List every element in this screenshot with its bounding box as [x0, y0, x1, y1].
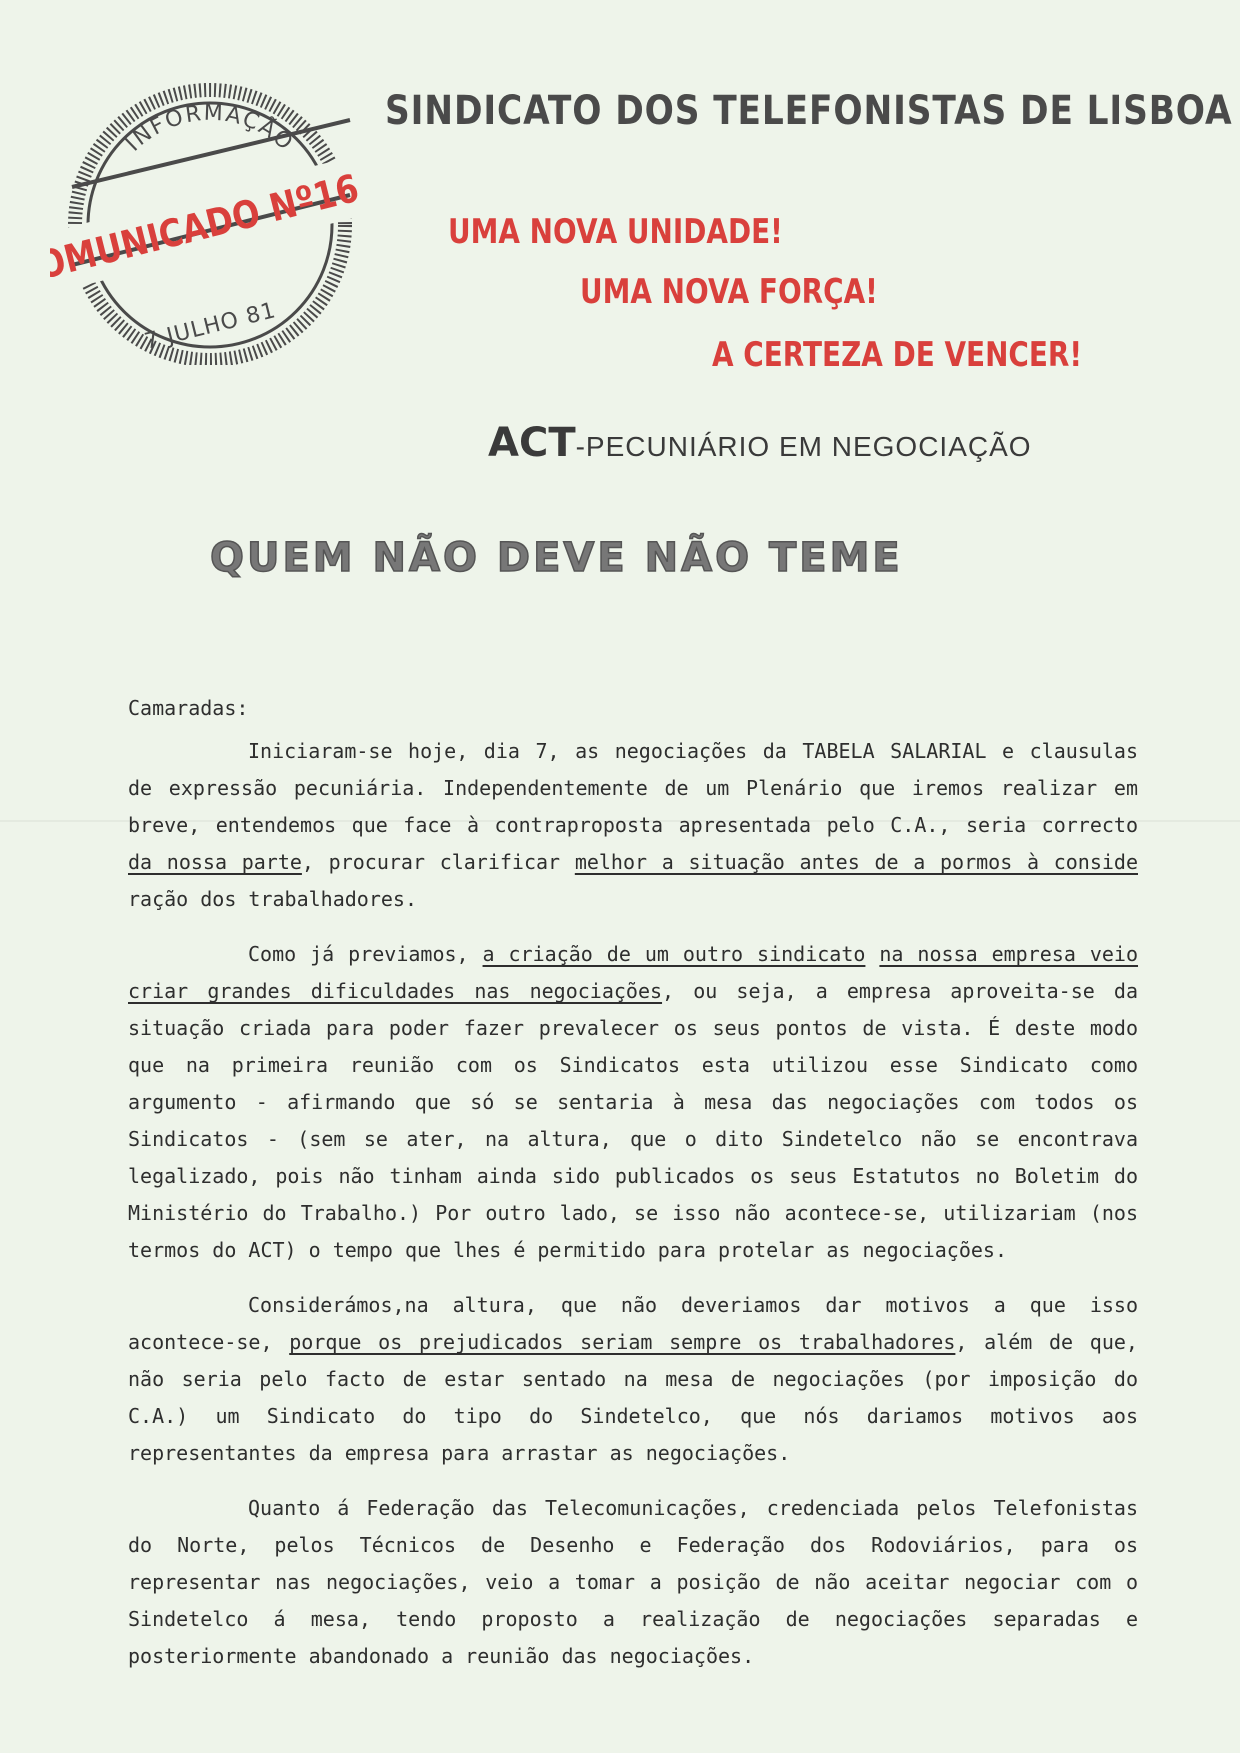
paragraph-1	[128, 733, 1138, 918]
p2-underline-1: a criação de um outro sindicato	[482, 942, 866, 966]
p1-text-b: , procurar clarificar	[301, 850, 575, 874]
union-title: SINDICATO DOS TELEFONISTAS DE LISBOA	[385, 88, 1233, 134]
p2-text-a: Como já previamos,	[248, 942, 483, 966]
slogan-line-3: A CERTEZA DE VENCER!	[712, 335, 1083, 375]
p2-text-c: , ou seja, a empresa aproveita-se da situação criada para poder fazer prevalecer os seus pontos de vista. É deste modo que na primeira reunião com os Sindicatos esta utilizou esse Sindicato como argumento - afirmando que só se sentaria à mesa das negociações com todos os Sindicatos - (sem se ater, na altura, que o dito Sindetelco não se encontrava legalizado, pois não tinham ainda sido publicados os seus Estatutos no Boletim do Ministério do Trabalho.) Por outro lado, se isso não acontece-se, utilizariam (nos termos do ACT) o tempo que lhes é permitido para protelar as negociações.	[128, 979, 1138, 1262]
paragraph-2	[128, 936, 1138, 1269]
p2-text-b	[865, 942, 879, 966]
subtitle-rest: -PECUNIÁRIO EM NEGOCIAÇÃO	[575, 431, 1032, 462]
slogan-line-2: UMA NOVA FORÇA!	[580, 272, 878, 312]
p3-text-b: , além de que, não seria pelo facto de estar sentado na mesa de negociações (por imposição do C.A.) um Sindicato do tipo do Sindetelco, que nós dariamos motivos aos representantes da empresa para arrastar as negociações.	[128, 1330, 1138, 1465]
stamp-graphic	[50, 75, 370, 365]
paragraph-4: Quanto á Federação das Telecomunicações, credenciada pelos Telefonistas do Norte, pelos Técnicos de Desenho e Federação dos Rodoviários, para os representar nas negociações, veio a tomar a posição de não aceitar negociar com o Sindetelco á mesa, tendo proposto a realização de negociações separadas e posteriormente abandonado a reunião das negociações.	[128, 1496, 1138, 1668]
p1-underline-1: da nossa parte	[128, 850, 302, 874]
subtitle-act: ACT	[488, 420, 576, 466]
stamp-main-text: COMUNICADO Nº16	[50, 166, 364, 295]
greeting: Camaradas:	[128, 696, 249, 720]
stamp	[50, 75, 370, 365]
subtitle	[488, 420, 1032, 466]
stamp-top-text: INFORMAÇÃO	[120, 100, 299, 157]
p1-underline-2: melhor a situação antes de a pormos à conside	[574, 850, 1138, 874]
body-text	[128, 690, 1138, 1693]
p1-text-c: ração dos trabalhadores.	[128, 887, 417, 911]
slogan-line-1: UMA NOVA UNIDADE!	[448, 212, 783, 252]
stamp-date-text: 7 JULHO 81	[141, 298, 279, 355]
headline: QUEM NÃO DEVE NÃO TEME	[210, 535, 903, 581]
p2-underline-2: na nossa empresa veio criar grandes dificuldades nas negociações	[128, 942, 1139, 1003]
p1-text-a: Iniciaram-se hoje, dia 7, as negociações da TABELA SALARIAL e clausulas de expressão pecuniária. Independentemente de um Plenário que iremos realizar em breve, entendemos que face à contraproposta apresentada pelo C.A., seria correcto	[128, 739, 1138, 837]
p3-underline-1: porque os prejudicados seriam sempre os trabalhadores	[289, 1330, 956, 1354]
p3-text-a: Considerámos,na altura, que não deveriamos dar motivos a que isso acontece-se,	[128, 1293, 1138, 1354]
paragraph-3	[128, 1287, 1138, 1472]
